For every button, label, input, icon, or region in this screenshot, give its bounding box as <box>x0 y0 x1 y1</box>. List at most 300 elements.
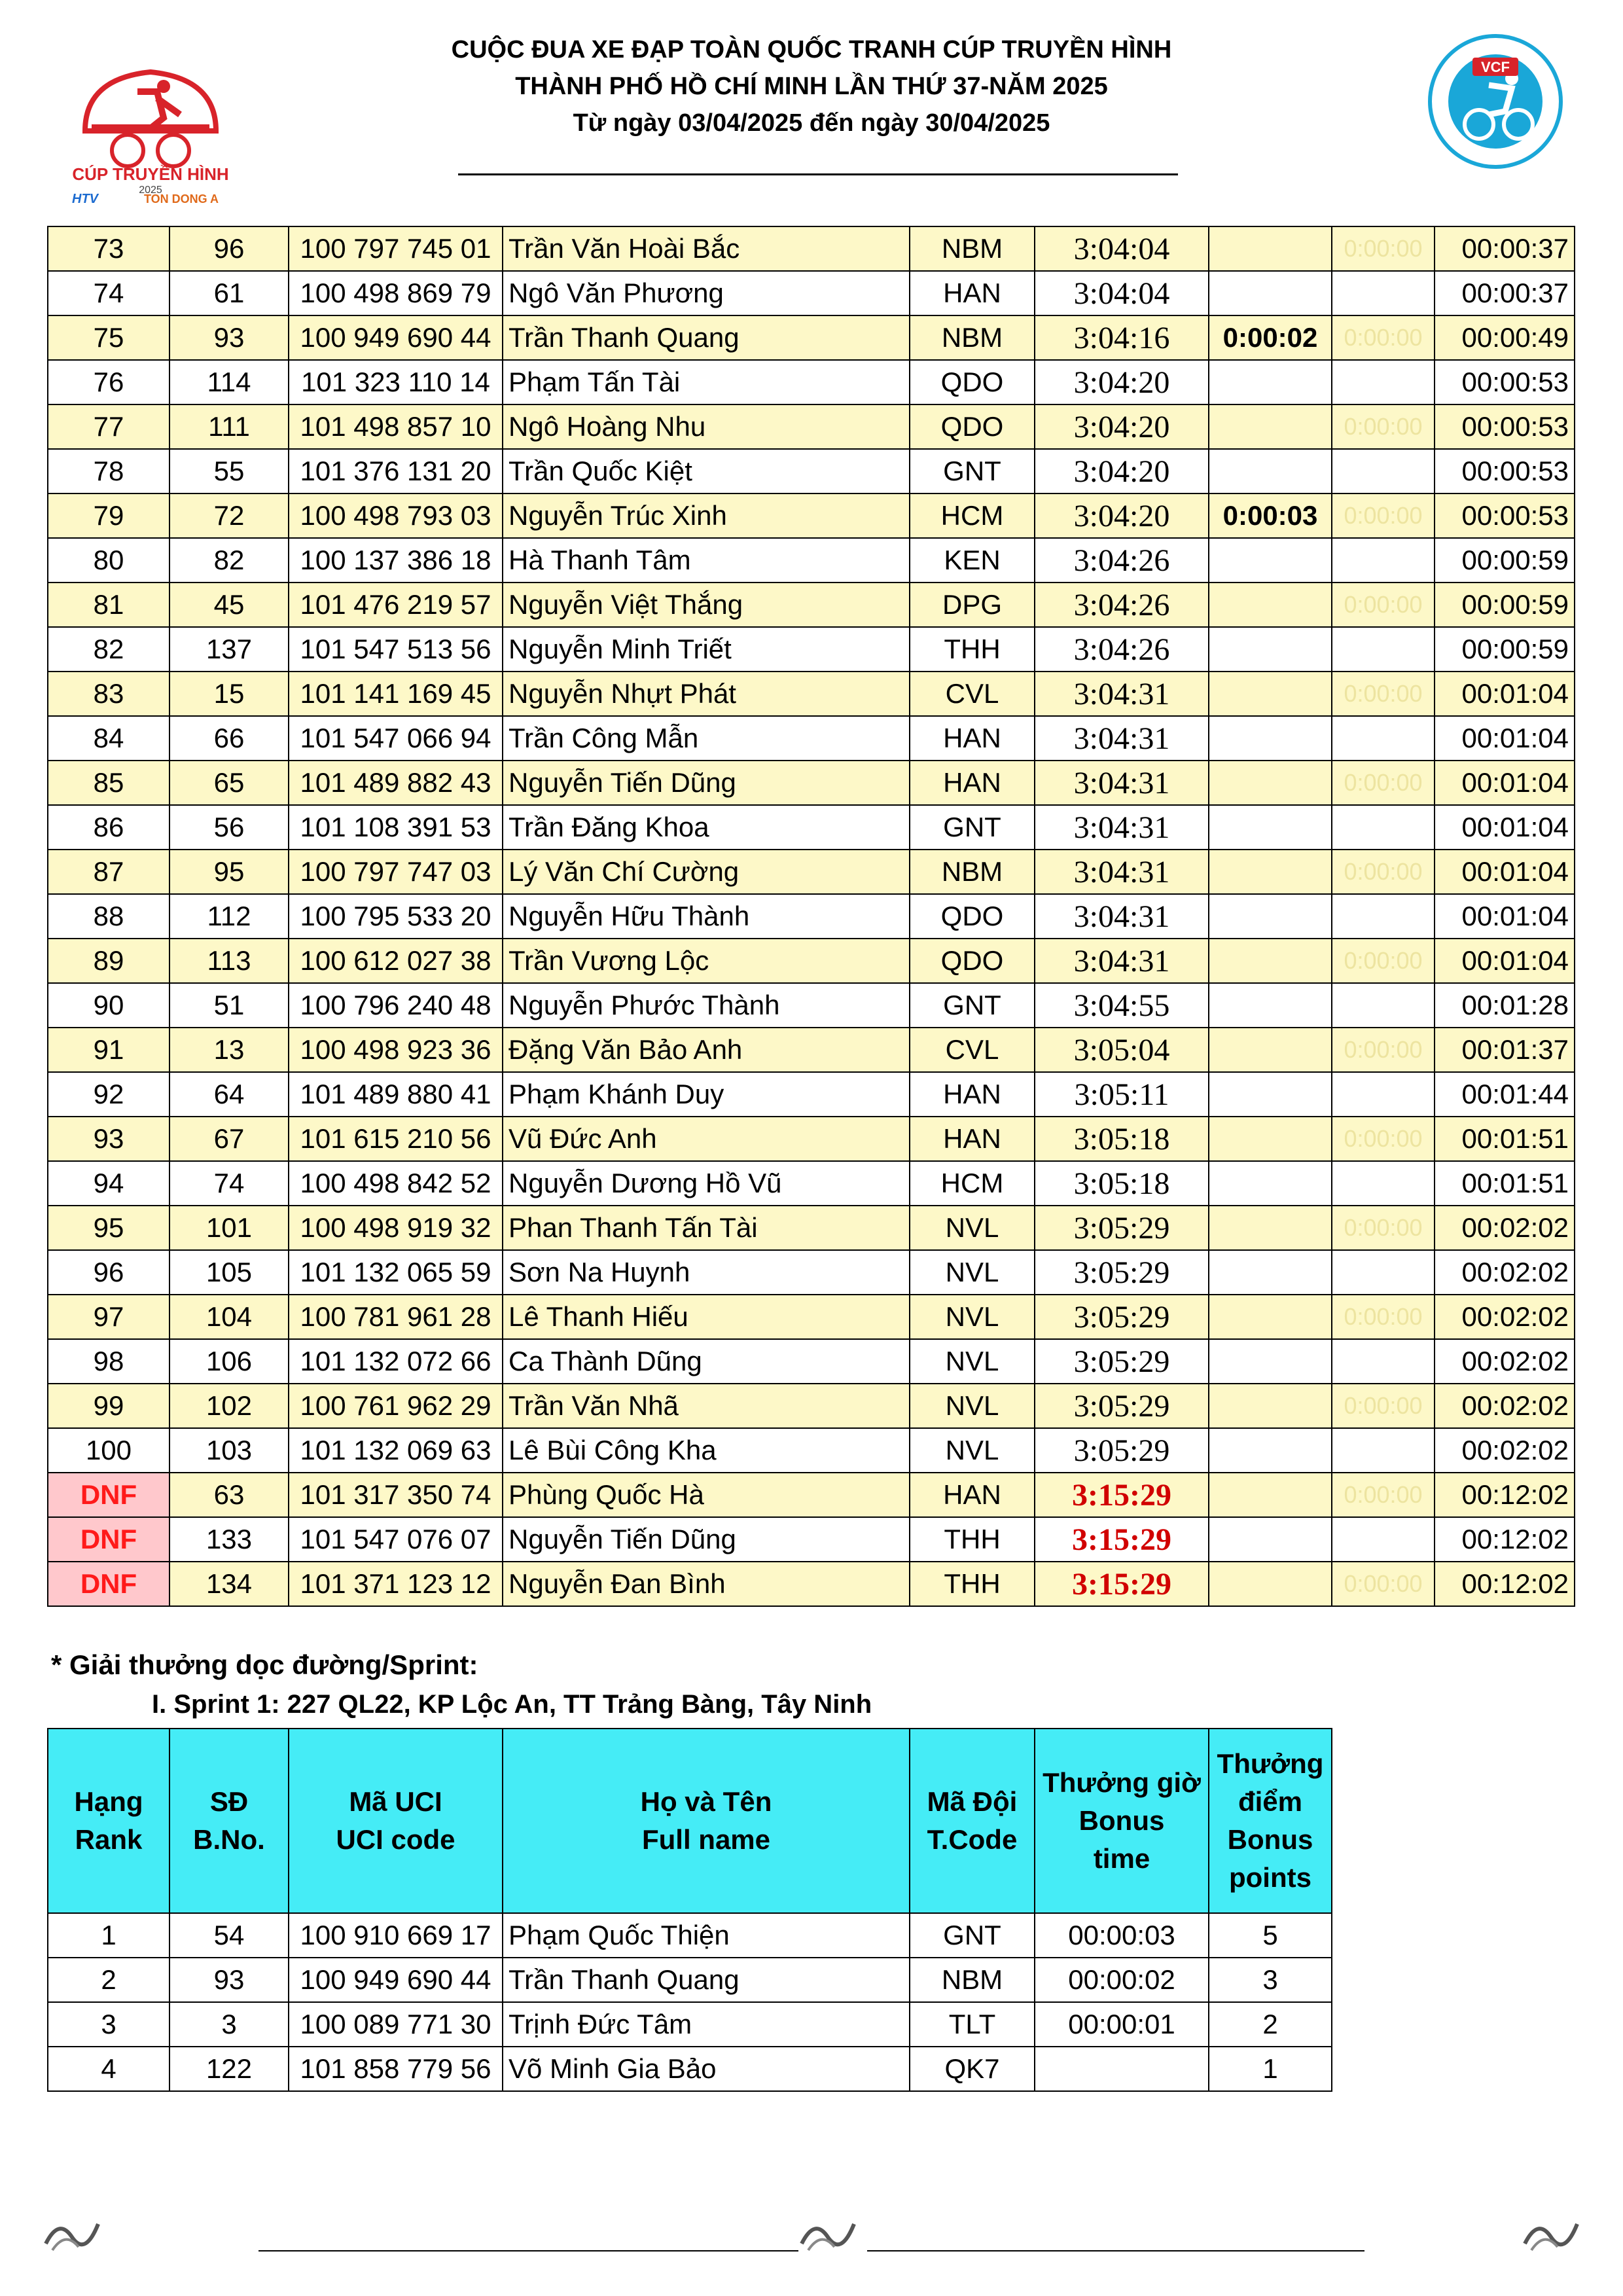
header-subtitle: THÀNH PHỐ HỒ CHÍ MINH LẦN THỨ 37-NĂM 2025 <box>515 73 1108 100</box>
rank-cell: 98 <box>48 1339 169 1384</box>
bonus-time-cell <box>1209 360 1332 404</box>
bib-cell: 105 <box>169 1250 289 1295</box>
penalty-cell <box>1332 449 1435 493</box>
rank-cell: 87 <box>48 850 169 894</box>
bib-cell: 133 <box>169 1517 289 1562</box>
finish-time-cell: 3:05:11 <box>1035 1072 1209 1117</box>
rank-cell: 95 <box>48 1206 169 1250</box>
team-code-cell: HAN <box>910 716 1035 761</box>
table-row <box>48 404 1575 449</box>
rider-name-cell: Đặng Văn Bảo Anh <box>503 1028 910 1072</box>
team-code-cell: NBM <box>910 315 1035 360</box>
bib-cell: 101 <box>169 1206 289 1250</box>
header-bonus-time: Thưởng giờ Bonus time <box>1035 1729 1209 1913</box>
table-row <box>48 538 1575 583</box>
header-dates: Từ ngày 03/04/2025 đến ngày 30/04/2025 <box>573 109 1050 137</box>
bib-cell: 63 <box>169 1473 289 1517</box>
rank-cell: 3 <box>48 2002 169 2047</box>
rider-name-cell: Nguyễn Trúc Xinh <box>503 493 910 538</box>
bonus-points-cell: 2 <box>1209 2002 1332 2047</box>
time-gap-cell: 00:01:28 <box>1435 983 1575 1028</box>
rank-cell: 79 <box>48 493 169 538</box>
rider-name-cell: Nguyễn Tiến Dũng <box>503 1517 910 1562</box>
team-code-cell: NBM <box>910 850 1035 894</box>
penalty-cell: 0:00:00 <box>1332 583 1435 627</box>
uci-code-cell: 101 489 882 43 <box>289 761 503 805</box>
sprint-row <box>48 1958 1332 2002</box>
uci-code-cell: 101 476 219 57 <box>289 583 503 627</box>
bonus-time-cell <box>1209 1161 1332 1206</box>
bonus-time-cell <box>1209 805 1332 850</box>
time-gap-cell: 00:01:04 <box>1435 939 1575 983</box>
finish-time-cell: 3:04:31 <box>1035 894 1209 939</box>
finish-time-cell: 3:05:29 <box>1035 1250 1209 1295</box>
finish-time-cell: 3:04:20 <box>1035 449 1209 493</box>
rider-name-cell: Hà Thanh Tâm <box>503 538 910 583</box>
table-row <box>48 1072 1575 1117</box>
sprint-1-title: I. Sprint 1: 227 QL22, KP Lộc An, TT Trảng Bàng, Tây Ninh <box>152 1690 872 1719</box>
rank-cell: 73 <box>48 226 169 271</box>
sprint-header-row <box>48 1729 1332 1913</box>
penalty-cell: 0:00:00 <box>1332 1562 1435 1606</box>
team-code-cell: QK7 <box>910 2047 1035 2091</box>
bonus-time-cell: 00:00:01 <box>1035 2002 1209 2047</box>
time-gap-cell: 00:00:37 <box>1435 226 1575 271</box>
uci-code-cell: 101 317 350 74 <box>289 1473 503 1517</box>
bib-cell: 111 <box>169 404 289 449</box>
uci-code-cell: 101 371 123 12 <box>289 1562 503 1606</box>
rank-cell: 89 <box>48 939 169 983</box>
penalty-cell <box>1332 1339 1435 1384</box>
rider-name-cell: Ngô Hoàng Nhu <box>503 404 910 449</box>
bib-cell: 74 <box>169 1161 289 1206</box>
rank-cell: 90 <box>48 983 169 1028</box>
finish-time-cell: 3:04:26 <box>1035 583 1209 627</box>
bonus-time-cell <box>1209 761 1332 805</box>
bonus-time-cell <box>1209 583 1332 627</box>
sprint-row <box>48 1913 1332 1958</box>
team-code-cell: QDO <box>910 894 1035 939</box>
rider-name-cell: Nguyễn Việt Thắng <box>503 583 910 627</box>
finish-time-cell: 3:04:31 <box>1035 939 1209 983</box>
penalty-cell: 0:00:00 <box>1332 1206 1435 1250</box>
bonus-time-cell <box>1209 1072 1332 1117</box>
penalty-cell <box>1332 805 1435 850</box>
penalty-cell <box>1332 1161 1435 1206</box>
table-row <box>48 1562 1575 1606</box>
footer-logo-left <box>39 2204 111 2257</box>
bib-cell: 61 <box>169 271 289 315</box>
uci-code-cell: 101 858 779 56 <box>289 2047 503 2091</box>
rank-cell: 77 <box>48 404 169 449</box>
bib-cell: 56 <box>169 805 289 850</box>
rider-name-cell: Nguyễn Hữu Thành <box>503 894 910 939</box>
table-row <box>48 1117 1575 1161</box>
bonus-time-cell <box>1209 1295 1332 1339</box>
rider-name-cell: Ca Thành Dũng <box>503 1339 910 1384</box>
bonus-time-cell <box>1209 226 1332 271</box>
team-code-cell: CVL <box>910 672 1035 716</box>
bonus-points-cell: 3 <box>1209 1958 1332 2002</box>
penalty-cell <box>1332 360 1435 404</box>
team-code-cell: NVL <box>910 1206 1035 1250</box>
rider-name-cell: Phạm Tấn Tài <box>503 360 910 404</box>
bib-cell: 15 <box>169 672 289 716</box>
header-name: Họ và Tên Full name <box>503 1729 910 1913</box>
penalty-cell: 0:00:00 <box>1332 493 1435 538</box>
time-gap-cell: 00:01:04 <box>1435 805 1575 850</box>
time-gap-cell: 00:00:37 <box>1435 271 1575 315</box>
time-gap-cell: 00:12:02 <box>1435 1517 1575 1562</box>
bib-cell: 66 <box>169 716 289 761</box>
header-bib: SĐ B.No. <box>169 1729 289 1913</box>
uci-code-cell: 100 781 961 28 <box>289 1295 503 1339</box>
footer-logo-right <box>1518 2204 1590 2257</box>
rank-cell: 74 <box>48 271 169 315</box>
bonus-time-cell <box>1209 449 1332 493</box>
uci-code-cell: 100 498 842 52 <box>289 1161 503 1206</box>
bib-cell: 45 <box>169 583 289 627</box>
time-gap-cell: 00:00:59 <box>1435 538 1575 583</box>
svg-text:VCF: VCF <box>1481 59 1510 75</box>
uci-code-cell: 100 795 533 20 <box>289 894 503 939</box>
bonus-time-cell: 0:00:03 <box>1209 493 1332 538</box>
penalty-cell <box>1332 538 1435 583</box>
bonus-time-cell: 0:00:02 <box>1209 315 1332 360</box>
bib-cell: 114 <box>169 360 289 404</box>
rider-name-cell: Lý Văn Chí Cường <box>503 850 910 894</box>
table-row <box>48 983 1575 1028</box>
sprint-section-title: * Giải thưởng dọc đường/Sprint: <box>51 1649 478 1680</box>
team-code-cell: HAN <box>910 271 1035 315</box>
rank-cell: 94 <box>48 1161 169 1206</box>
uci-code-cell: 100 949 690 44 <box>289 1958 503 2002</box>
rider-name-cell: Phạm Khánh Duy <box>503 1072 910 1117</box>
table-row <box>48 1206 1575 1250</box>
uci-code-cell: 101 132 065 59 <box>289 1250 503 1295</box>
team-code-cell: GNT <box>910 1913 1035 1958</box>
time-gap-cell: 00:12:02 <box>1435 1562 1575 1606</box>
finish-time-cell: 3:05:18 <box>1035 1117 1209 1161</box>
bib-cell: 134 <box>169 1562 289 1606</box>
table-row <box>48 939 1575 983</box>
finish-time-cell: 3:05:29 <box>1035 1295 1209 1339</box>
bonus-time-cell <box>1209 1384 1332 1428</box>
team-code-cell: QDO <box>910 360 1035 404</box>
time-gap-cell: 00:00:53 <box>1435 493 1575 538</box>
table-row <box>48 1161 1575 1206</box>
bonus-time-cell <box>1209 404 1332 449</box>
penalty-cell <box>1332 1517 1435 1562</box>
rider-name-cell: Trịnh Đức Tâm <box>503 2002 910 2047</box>
team-code-cell: HCM <box>910 1161 1035 1206</box>
rank-cell: 86 <box>48 805 169 850</box>
rank-cell: 100 <box>48 1428 169 1473</box>
finish-time-cell: 3:04:04 <box>1035 226 1209 271</box>
svg-text:TON DONG A: TON DONG A <box>144 192 219 203</box>
finish-time-cell: 3:04:20 <box>1035 404 1209 449</box>
uci-code-cell: 100 949 690 44 <box>289 315 503 360</box>
uci-code-cell: 100 498 793 03 <box>289 493 503 538</box>
table-row <box>48 1250 1575 1295</box>
table-row <box>48 1428 1575 1473</box>
team-code-cell: NVL <box>910 1384 1035 1428</box>
table-row <box>48 449 1575 493</box>
uci-code-cell: 101 615 210 56 <box>289 1117 503 1161</box>
table-row <box>48 271 1575 315</box>
bib-cell: 67 <box>169 1117 289 1161</box>
bib-cell: 72 <box>169 493 289 538</box>
time-gap-cell: 00:01:51 <box>1435 1117 1575 1161</box>
uci-code-cell: 100 796 240 48 <box>289 983 503 1028</box>
table-row <box>48 1028 1575 1072</box>
table-row <box>48 761 1575 805</box>
rank-cell: DNF <box>48 1473 169 1517</box>
table-row <box>48 716 1575 761</box>
table-row <box>48 894 1575 939</box>
bonus-points-cell: 1 <box>1209 2047 1332 2091</box>
uci-code-cell: 101 323 110 14 <box>289 360 503 404</box>
table-row <box>48 672 1575 716</box>
time-gap-cell: 00:01:04 <box>1435 716 1575 761</box>
header-uci: Mã UCI UCI code <box>289 1729 503 1913</box>
time-gap-cell: 00:01:04 <box>1435 894 1575 939</box>
bib-cell: 95 <box>169 850 289 894</box>
finish-time-cell: 3:04:31 <box>1035 761 1209 805</box>
bib-cell: 102 <box>169 1384 289 1428</box>
time-gap-cell: 00:01:04 <box>1435 850 1575 894</box>
bonus-time-cell <box>1209 1339 1332 1384</box>
rider-name-cell: Ngô Văn Phương <box>503 271 910 315</box>
table-row <box>48 1384 1575 1428</box>
bib-cell: 96 <box>169 226 289 271</box>
bonus-time-cell: 00:00:03 <box>1035 1913 1209 1958</box>
uci-code-cell: 100 761 962 29 <box>289 1384 503 1428</box>
bonus-time-cell <box>1209 1028 1332 1072</box>
time-gap-cell: 00:02:02 <box>1435 1250 1575 1295</box>
table-row <box>48 583 1575 627</box>
finish-time-cell: 3:05:29 <box>1035 1428 1209 1473</box>
team-code-cell: TLT <box>910 2002 1035 2047</box>
bib-cell: 51 <box>169 983 289 1028</box>
sprint-row <box>48 2002 1332 2047</box>
team-code-cell: CVL <box>910 1028 1035 1072</box>
bib-cell: 106 <box>169 1339 289 1384</box>
table-row <box>48 226 1575 271</box>
finish-time-cell: 3:04:31 <box>1035 672 1209 716</box>
cup-logo <box>65 52 236 203</box>
finish-time-cell: 3:04:04 <box>1035 271 1209 315</box>
time-gap-cell: 00:00:59 <box>1435 627 1575 672</box>
table-row <box>48 1339 1575 1384</box>
rank-cell: 99 <box>48 1384 169 1428</box>
finish-time-cell: 3:04:31 <box>1035 716 1209 761</box>
uci-code-cell: 100 498 923 36 <box>289 1028 503 1072</box>
header-rank: Hạng Rank <box>48 1729 169 1913</box>
bib-cell: 137 <box>169 627 289 672</box>
header-bonus-points: Thưởng điểm Bonus points <box>1209 1729 1332 1913</box>
finish-time-cell: 3:04:16 <box>1035 315 1209 360</box>
rider-name-cell: Phạm Quốc Thiện <box>503 1913 910 1958</box>
penalty-cell <box>1332 1428 1435 1473</box>
uci-code-cell: 100 910 669 17 <box>289 1913 503 1958</box>
rank-cell: 76 <box>48 360 169 404</box>
rider-name-cell: Trần Thanh Quang <box>503 315 910 360</box>
bib-cell: 113 <box>169 939 289 983</box>
uci-code-cell: 100 612 027 38 <box>289 939 503 983</box>
finish-time-cell: 3:15:29 <box>1035 1517 1209 1562</box>
team-code-cell: HAN <box>910 1473 1035 1517</box>
bonus-time-cell: 00:00:02 <box>1035 1958 1209 2002</box>
bonus-time-cell <box>1209 1473 1332 1517</box>
rider-name-cell: Trần Công Mẫn <box>503 716 910 761</box>
bonus-time-cell <box>1209 627 1332 672</box>
time-gap-cell: 00:00:53 <box>1435 404 1575 449</box>
uci-code-cell: 100 797 745 01 <box>289 226 503 271</box>
time-gap-cell: 00:01:51 <box>1435 1161 1575 1206</box>
time-gap-cell: 00:00:53 <box>1435 360 1575 404</box>
table-row <box>48 493 1575 538</box>
footer-logo-center <box>795 2204 867 2257</box>
finish-time-cell: 3:05:29 <box>1035 1206 1209 1250</box>
finish-time-cell: 3:04:20 <box>1035 360 1209 404</box>
bonus-time-cell <box>1209 939 1332 983</box>
rider-name-cell: Phùng Quốc Hà <box>503 1473 910 1517</box>
sprint-table <box>47 1728 1332 2092</box>
svg-text:HTV: HTV <box>72 192 98 203</box>
bonus-time-cell <box>1209 1117 1332 1161</box>
bonus-time-cell <box>1209 1250 1332 1295</box>
bonus-time-cell <box>1035 2047 1209 2091</box>
time-gap-cell: 00:01:04 <box>1435 672 1575 716</box>
bib-cell: 103 <box>169 1428 289 1473</box>
team-code-cell: NBM <box>910 1958 1035 2002</box>
uci-code-cell: 100 137 386 18 <box>289 538 503 583</box>
time-gap-cell: 00:01:44 <box>1435 1072 1575 1117</box>
rank-cell: 97 <box>48 1295 169 1339</box>
team-code-cell: KEN <box>910 538 1035 583</box>
bonus-time-cell <box>1209 716 1332 761</box>
penalty-cell: 0:00:00 <box>1332 761 1435 805</box>
penalty-cell: 0:00:00 <box>1332 939 1435 983</box>
rider-name-cell: Nguyễn Dương Hồ Vũ <box>503 1161 910 1206</box>
header-team: Mã Đội T.Code <box>910 1729 1035 1913</box>
rider-name-cell: Nguyễn Phước Thành <box>503 983 910 1028</box>
rank-cell: 88 <box>48 894 169 939</box>
vcf-logo <box>1427 33 1564 170</box>
penalty-cell <box>1332 627 1435 672</box>
time-gap-cell: 00:02:02 <box>1435 1206 1575 1250</box>
bonus-time-cell <box>1209 894 1332 939</box>
rank-cell: 96 <box>48 1250 169 1295</box>
bonus-time-cell <box>1209 1517 1332 1562</box>
header-divider <box>458 173 1178 175</box>
rank-cell: 93 <box>48 1117 169 1161</box>
penalty-cell <box>1332 983 1435 1028</box>
header-title: CUỘC ĐUA XE ĐẠP TOÀN QUỐC TRANH CÚP TRUYỀN HÌNH <box>451 36 1172 63</box>
rider-name-cell: Sơn Na Huynh <box>503 1250 910 1295</box>
rank-cell: 84 <box>48 716 169 761</box>
time-gap-cell: 00:02:02 <box>1435 1295 1575 1339</box>
rider-name-cell: Trần Quốc Kiệt <box>503 449 910 493</box>
rider-name-cell: Trần Vương Lộc <box>503 939 910 983</box>
rider-name-cell: Nguyễn Nhựt Phát <box>503 672 910 716</box>
bib-cell: 55 <box>169 449 289 493</box>
uci-code-cell: 101 489 880 41 <box>289 1072 503 1117</box>
team-code-cell: GNT <box>910 983 1035 1028</box>
finish-time-cell: 3:04:31 <box>1035 850 1209 894</box>
uci-code-cell: 101 108 391 53 <box>289 805 503 850</box>
footer-signature-line-left <box>259 2250 798 2251</box>
penalty-cell: 0:00:00 <box>1332 315 1435 360</box>
team-code-cell: THH <box>910 627 1035 672</box>
penalty-cell <box>1332 271 1435 315</box>
bib-cell: 104 <box>169 1295 289 1339</box>
bib-cell: 64 <box>169 1072 289 1117</box>
uci-code-cell: 101 498 857 10 <box>289 404 503 449</box>
table-row <box>48 360 1575 404</box>
table-row <box>48 627 1575 672</box>
team-code-cell: GNT <box>910 805 1035 850</box>
team-code-cell: HAN <box>910 761 1035 805</box>
bib-cell: 93 <box>169 315 289 360</box>
uci-code-cell: 100 498 869 79 <box>289 271 503 315</box>
team-code-cell: QDO <box>910 404 1035 449</box>
finish-time-cell: 3:05:29 <box>1035 1339 1209 1384</box>
bib-cell: 65 <box>169 761 289 805</box>
uci-code-cell: 101 132 072 66 <box>289 1339 503 1384</box>
bonus-time-cell <box>1209 850 1332 894</box>
rank-cell: 1 <box>48 1913 169 1958</box>
uci-code-cell: 100 797 747 03 <box>289 850 503 894</box>
rank-cell: 2 <box>48 1958 169 2002</box>
rider-name-cell: Nguyễn Tiến Dũng <box>503 761 910 805</box>
bonus-time-cell <box>1209 1206 1332 1250</box>
svg-text:2025: 2025 <box>139 185 162 196</box>
table-row <box>48 805 1575 850</box>
uci-code-cell: 101 547 513 56 <box>289 627 503 672</box>
rider-name-cell: Trần Đăng Khoa <box>503 805 910 850</box>
finish-time-cell: 3:04:31 <box>1035 805 1209 850</box>
penalty-cell <box>1332 1072 1435 1117</box>
uci-code-cell: 101 547 066 94 <box>289 716 503 761</box>
rider-name-cell: Phan Thanh Tấn Tài <box>503 1206 910 1250</box>
bib-cell: 82 <box>169 538 289 583</box>
rider-name-cell: Lê Thanh Hiếu <box>503 1295 910 1339</box>
results-table <box>47 226 1575 1607</box>
table-row <box>48 1473 1575 1517</box>
penalty-cell <box>1332 1250 1435 1295</box>
rank-cell: 78 <box>48 449 169 493</box>
penalty-cell: 0:00:00 <box>1332 672 1435 716</box>
team-code-cell: THH <box>910 1517 1035 1562</box>
rider-name-cell: Trần Văn Hoài Bắc <box>503 226 910 271</box>
finish-time-cell: 3:05:29 <box>1035 1384 1209 1428</box>
bonus-time-cell <box>1209 983 1332 1028</box>
rider-name-cell: Nguyễn Minh Triết <box>503 627 910 672</box>
rank-cell: 92 <box>48 1072 169 1117</box>
footer-signature-line-right <box>867 2250 1364 2251</box>
bonus-points-cell: 5 <box>1209 1913 1332 1958</box>
bib-cell: 93 <box>169 1958 289 2002</box>
finish-time-cell: 3:05:04 <box>1035 1028 1209 1072</box>
uci-code-cell: 101 141 169 45 <box>289 672 503 716</box>
rank-cell: 91 <box>48 1028 169 1072</box>
rank-cell: 75 <box>48 315 169 360</box>
rank-cell: DNF <box>48 1562 169 1606</box>
rank-cell: 85 <box>48 761 169 805</box>
team-code-cell: THH <box>910 1562 1035 1606</box>
